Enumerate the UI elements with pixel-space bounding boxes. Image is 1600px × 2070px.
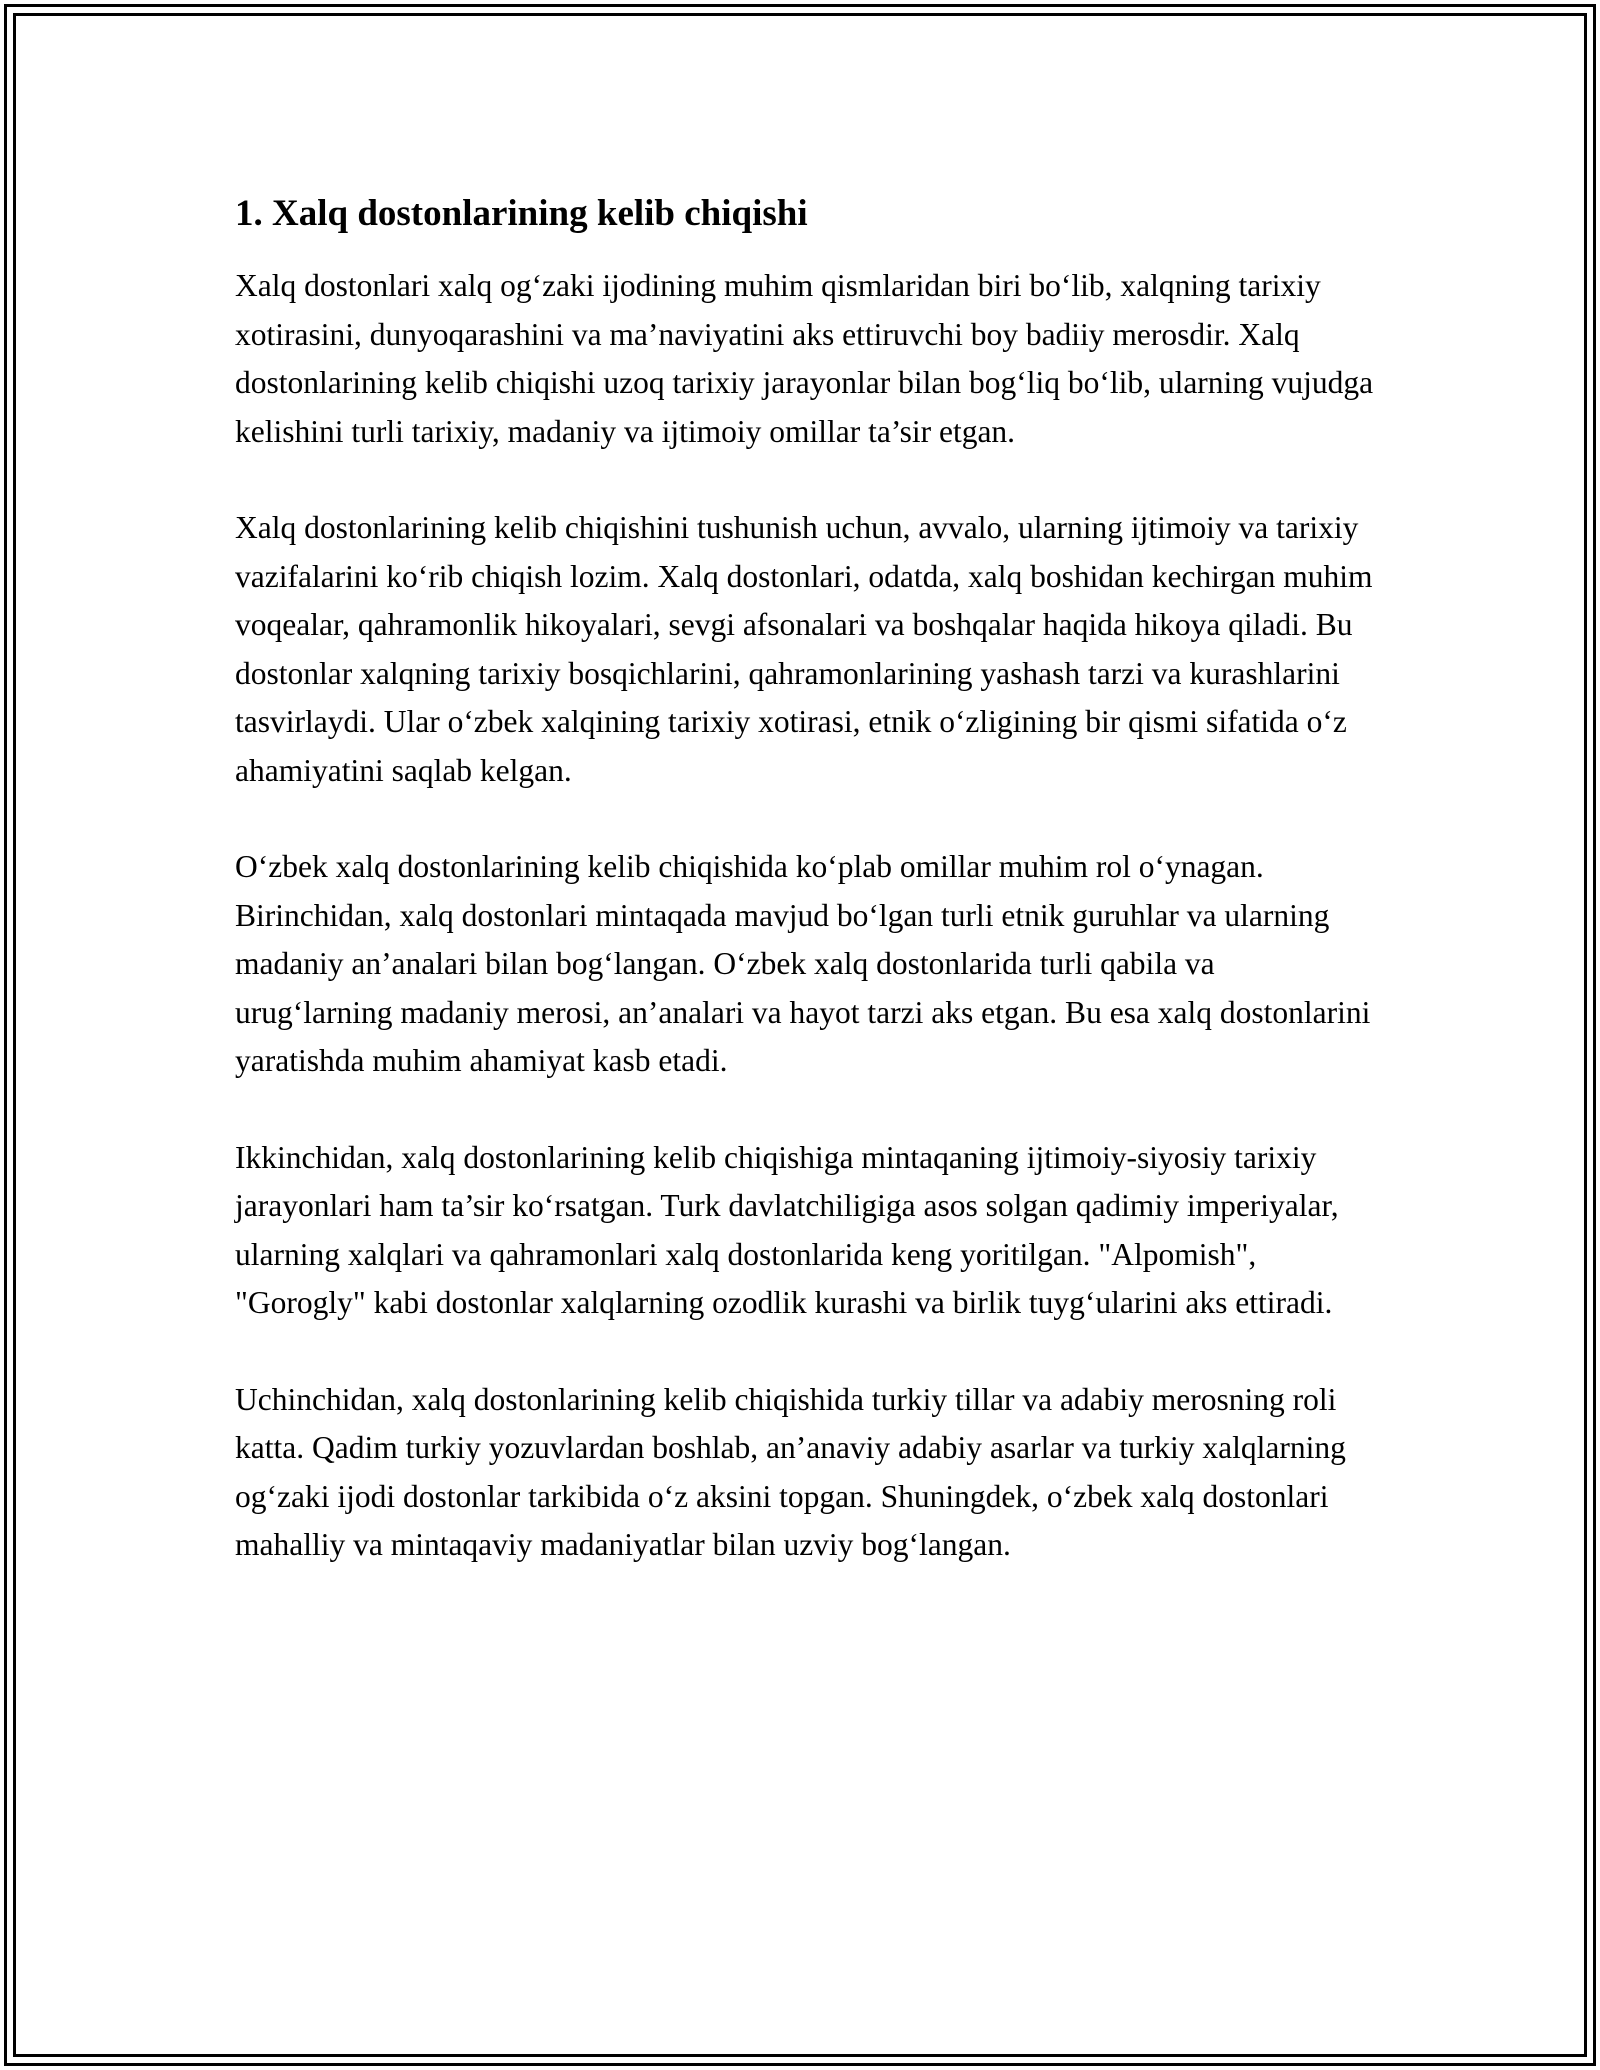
paragraph-3: O‘zbek xalq dostonlarining kelib chiqishida ko‘plab omillar muhim rol o‘ynagan. Birinchidan, xalq dostonlari mintaqada mavjud bo‘lgan turli etnik guruhlar va ularning madaniy an’analari bilan bog‘langan. O‘zbek xalq dostonlarida turli qabila va urug‘larning madaniy merosi, an’analari va hayot tarzi aks etgan. Bu esa xalq dostonlarini yaratishda muhim ahamiyat kasb etadi. [235, 849, 1371, 1078]
document-body [235, 188, 1375, 1618]
paragraph-4: Ikkinchidan, xalq dostonlarining kelib chiqishiga mintaqaning ijtimoiy-siyosiy tarixiy jarayonlari ham ta’sir ko‘rsatgan. Turk davlatchiligiga asos solgan qadimiy imperiyalar, ularning xalqlari va qahramonlari xalq dostonlarida keng yoritilgan. "Alpomish", "Gorogly" kabi dostonlar xalqlarning ozodlik kurashi va birlik tuyg‘ularini aks ettiradi. [235, 1139, 1339, 1320]
section-heading: 1. Xalq dostonlarining kelib chiqishi [235, 193, 808, 234]
paragraph-5: Uchinchidan, xalq dostonlarining kelib chiqishida turkiy tillar va adabiy merosning roli katta. Qadim turkiy yozuvlardan boshlab, an’anaviy adabiy asarlar va turkiy xalqlarning og‘zaki ijodi dostonlar tarkibida o‘z aksini topgan. Shuningdek, o‘zbek xalq dostonlari mahalliy va mintaqaviy madaniyatlar bilan uzviy bog‘langan. [235, 1381, 1346, 1562]
paragraph-1: Xalq dostonlari xalq og‘zaki ijodining muhim qismlaridan biri bo‘lib, xalqning tarixiy xotirasini, dunyoqarashini va ma’naviyatini aks ettiruvchi boy badiiy merosdir. Xalq dostonlarining kelib chiqishi uzoq tarixiy jarayonlar bilan bog‘liq bo‘lib, ularning vujudga kelishini turli tarixiy, madaniy va ijtimoiy omillar ta’sir etgan. [235, 268, 1374, 449]
paragraph-2: Xalq dostonlarining kelib chiqishini tushunish uchun, avvalo, ularning ijtimoiy va tarixiy vazifalarini ko‘rib chiqish lozim. Xalq dostonlari, odatda, xalq boshidan kechirgan muhim voqealar, qahramonlik hikoyalari, sevgi afsonalari va boshqalar haqida hikoya qiladi. Bu dostonlar xalqning tarixiy bosqichlarini, qahramonlarining yashash tarzi va kurashlarini tasvirlaydi. Ular o‘zbek xalqining tarixiy xotirasi, etnik o‘zligining bir qismi sifatida o‘z ahamiyatini saqlab kelgan. [235, 510, 1373, 788]
